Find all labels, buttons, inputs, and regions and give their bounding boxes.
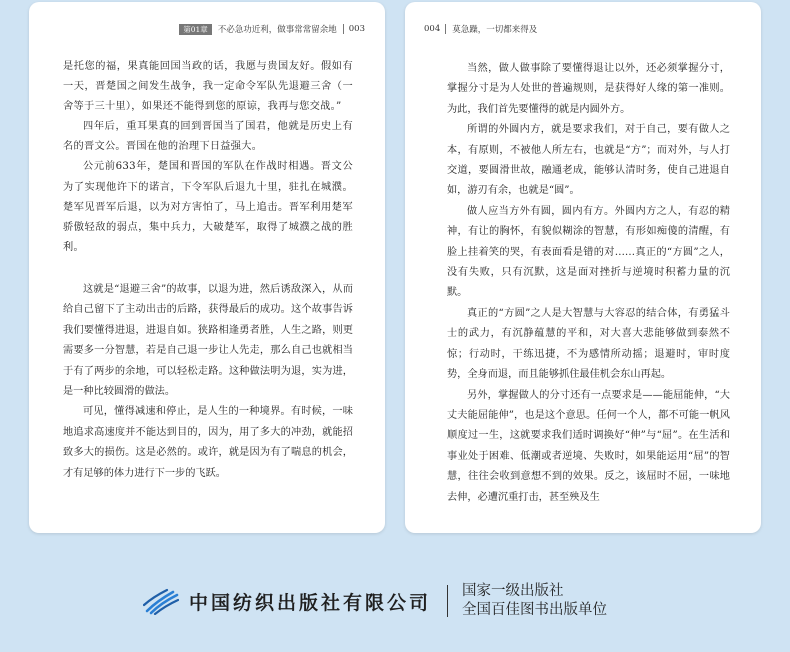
left-running-title: 不必急功近利，做事常常留余地: [217, 25, 337, 35]
right-page-header: [424, 23, 537, 35]
body-paragraph: 可见，懂得减速和停止，是人生的一种境界。有时候，一味地追求高速度并不能达到目的，因为，用了多大的冲劲，就能招致多大的损伤。这是必然的。或许，就是因为有了喘息的机会，才有足够的体力进行下一步的飞跃。: [63, 406, 353, 479]
right-page-number: 004: [424, 24, 446, 34]
left-book-page: [29, 2, 385, 533]
body-paragraph: 所谓的外圆内方，就是要求我们，对于自己，要有做人之本，有原则，不被他人所左右，也就是“方”；而对外，与人打交道，要圆滑世故，融通老成，能够认清时务，使自己进退自如，游刃有余，也就是“圆”。: [447, 124, 730, 197]
story-paragraph: 四年后，重耳果真的回到晋国当了国君，他就是历史上有名的晋文公。晋国在他的治理下日益强大。: [63, 121, 353, 153]
slogan-line: 全国百佳图书出版单位: [462, 602, 608, 618]
right-running-title: 莫急躁，一切都来得及: [452, 25, 538, 35]
left-page-number: 003: [343, 24, 365, 34]
left-page-body: [63, 57, 353, 484]
story-paragraph: 是托您的福，果真能回国当政的话，我愿与贵国友好。假如有一天，晋楚国之间发生战争，我一定命令军队先退避三舍（一舍等于三十里），如果还不能得到您的原谅，我再与您交战。”: [63, 61, 353, 113]
right-book-page: [405, 2, 761, 533]
body-paragraph: 做人应当方外有圆，圆内有方。外圆内方之人，有忍的精神，有让的胸怀，有貌似糊涂的智慧，有形如痴傻的清醒，有脸上挂着笑的哭，有表面看是错的对……真正的“方圆”之人，没有失败，只有沉默，这是面对挫折与逆境时积蓄力量的沉默。: [447, 205, 730, 299]
publisher-slogans: [462, 582, 607, 620]
wave-stripes-logo-icon: [143, 587, 179, 615]
publisher-name: 中国纺织出版社有限公司: [189, 591, 432, 614]
chapter-tag: 第01章: [179, 24, 212, 35]
body-paragraph: 当然，做人做事除了要懂得退让以外，还必须掌握分寸，掌握分寸是为人处世的普遍规则，是获得好人缘的第一准则。为此，我们首先要懂得的就是内圆外方。: [447, 63, 730, 115]
body-paragraph: 这就是“退避三舍”的故事，以退为进，然后诱敌深入，从而给自己留下了主动出击的后路，获得最后的成功。这个故事告诉我们要懂得进退，进退自如。狭路相逢勇者胜，人生之路，则更需要多一分智慧，若是自己退一步让人先走，那么自己也就相当于有了两步的余地，可以轻松走路。这种做法明为退，实为进，是一种比较圆滑的做法。: [63, 283, 353, 397]
body-paragraph: 另外，掌握做人的分寸还有一点要求是——能屈能伸，“大丈夫能屈能伸”，也是这个意思。任何一个人，都不可能一帆风顺度过一生，这就要求我们适时调换好“伸”与“屈”。在生活和事业处于困难、低潮或者逆境、失败时，如果能运用“屈”的智慧，往往会收到意想不到的效果。反之，该屈时不屈，一味地去伸，必遭沉重打击，甚至殃及生: [447, 389, 730, 503]
right-page-body: [447, 59, 730, 508]
story-paragraph: 公元前633年，楚国和晋国的军队在作战时相遇。晋文公为了实现他许下的诺言，下令军队后退九十里，驻扎在城濮。楚军见晋军后退，以为对方害怕了，马上追击。晋军利用楚军骄傲轻敌的弱点，集中兵力，大破楚军，取得了城濮之战的胜利。: [63, 161, 353, 253]
slogan-line: 国家一级出版社: [462, 583, 564, 599]
divider: [447, 585, 448, 617]
body-paragraph: 真正的“方圆”之人是大智慧与大容忍的结合体，有勇猛斗士的武力，有沉静蕴慧的平和，对大喜大悲能够做到泰然不惊；行动时，干练迅捷，不为感情所动摇；退避时，审时度势，全身而退，而且能够抓住最佳机会东山再起。: [447, 307, 730, 381]
left-page-header: [179, 23, 365, 35]
publisher-brand: [143, 582, 607, 620]
